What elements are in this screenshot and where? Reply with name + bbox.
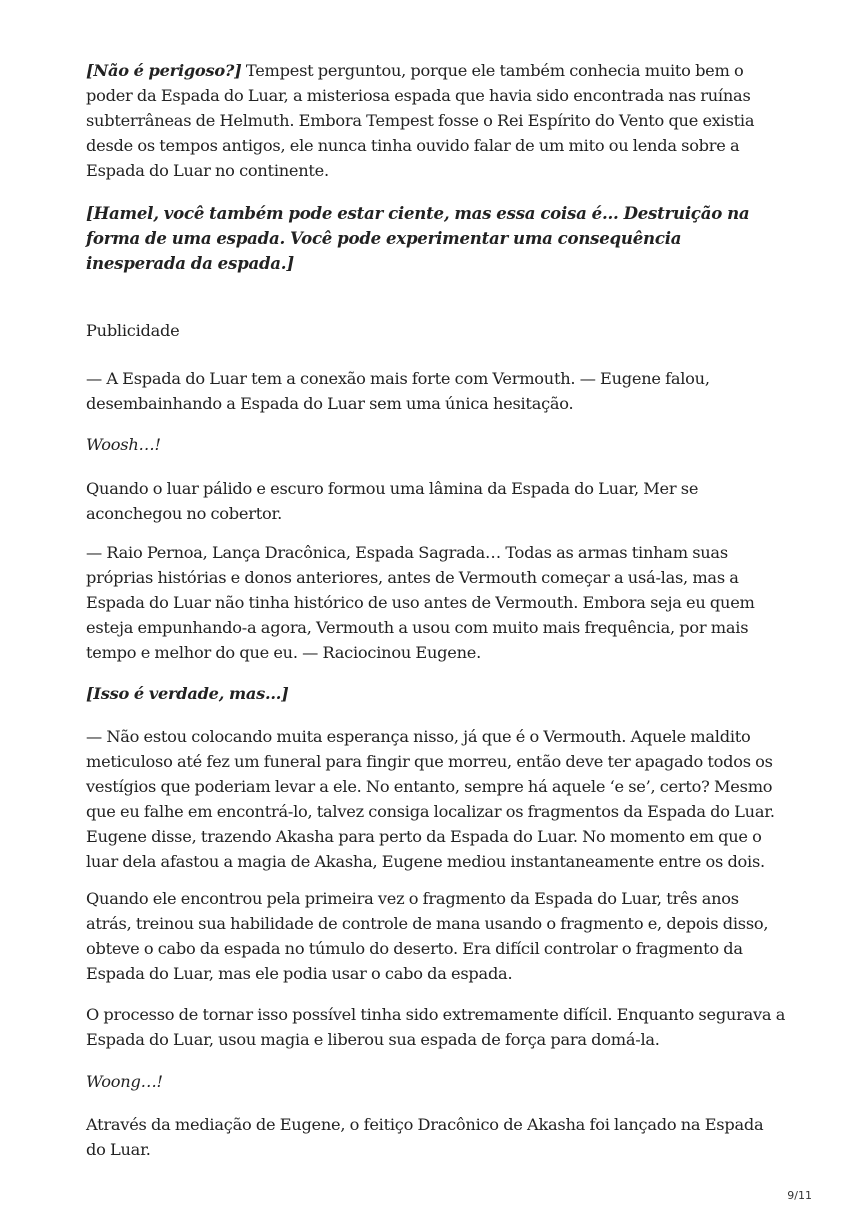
- paragraph-2-dialogue: [Hamel, você também pode estar ciente, mas essa coisa é... Destruição na forma de uma espada. Você pode experimentar uma consequência inesperada da espada.]: [86, 203, 750, 273]
- paragraph-7-dialogue: [Isso é verdade, mas...]: [86, 684, 289, 703]
- paragraph-6: — Raio Pernoa, Lança Dracônica, Espada Sagrada… Todas as armas tinham suas próprias histórias e donos anteriores, antes de Vermouth começar a usá-las, mas a Espada do Luar não tinha histórico de uso antes de Vermouth. Embora seja eu quem esteja empunhando-a agora, Vermouth a usou com muito mais frequência, por mais tempo e melhor do que eu. — Raciocinou Eugene.: [86, 543, 755, 662]
- paragraph-9: Quando ele encontrou pela primeira vez o fragmento da Espada do Luar, três anos atrás, treinou sua habilidade de controle de mana usando o fragmento e, depois disso, obteve o cabo da espada no túmulo do deserto. Era difícil controlar o fragmento da Espada do Luar, mas ele podia usar o cabo da espada.: [86, 889, 769, 983]
- spirit-dialogue: [Não é perigoso?]: [86, 61, 242, 80]
- paragraph-8: — Não estou colocando muita esperança nisso, já que é o Vermouth. Aquele maldito meticuloso até fez um funeral para fingir que morreu, então deve ter apagado todos os vestígios que poderiam levar a ele. No entanto, sempre há aquele ‘e se’, certo? Mesmo que eu falhe em encontrá-lo, talvez consiga localizar os fragmentos da Espada do Luar. Eugene disse, trazendo Akasha para perto da Espada do Luar. No momento em que o luar dela afastou a magia de Akasha, Eugene mediou instantaneamente entre os dois.: [86, 727, 775, 871]
- paragraph-4-sfx: Woosh…!: [86, 435, 161, 454]
- page-number: 9/11: [787, 1189, 812, 1202]
- paragraph-12: Através da mediação de Eugene, o feitiço Dracônico de Akasha foi lançado na Espada do Luar.: [86, 1115, 764, 1159]
- paragraph-1: [86, 58, 786, 183]
- paragraph-1-text: Tempest perguntou, porque ele também conhecia muito bem o poder da Espada do Luar, a misteriosa espada que havia sido encontrada nas ruínas subterrâneas de Helmuth. Embora Tempest fosse o Rei Espírito do Vento que existia desde os tempos antigos, ele nunca tinha ouvido falar de um mito ou lenda sobre a Espada do Luar no continente.: [86, 61, 755, 180]
- paragraph-5: Quando o luar pálido e escuro formou uma lâmina da Espada do Luar, Mer se aconchegou no cobertor.: [86, 479, 699, 523]
- paragraph-10: O processo de tornar isso possível tinha sido extremamente difícil. Enquanto segurava a Espada do Luar, usou magia e liberou sua espada de força para domá-la.: [86, 1005, 786, 1049]
- advertisement-label: Publicidade: [86, 321, 180, 340]
- paragraph-3: — A Espada do Luar tem a conexão mais forte com Vermouth. — Eugene falou, desembainhando a Espada do Luar sem uma única hesitação.: [86, 369, 710, 413]
- paragraph-11-sfx: Woong…!: [86, 1072, 163, 1091]
